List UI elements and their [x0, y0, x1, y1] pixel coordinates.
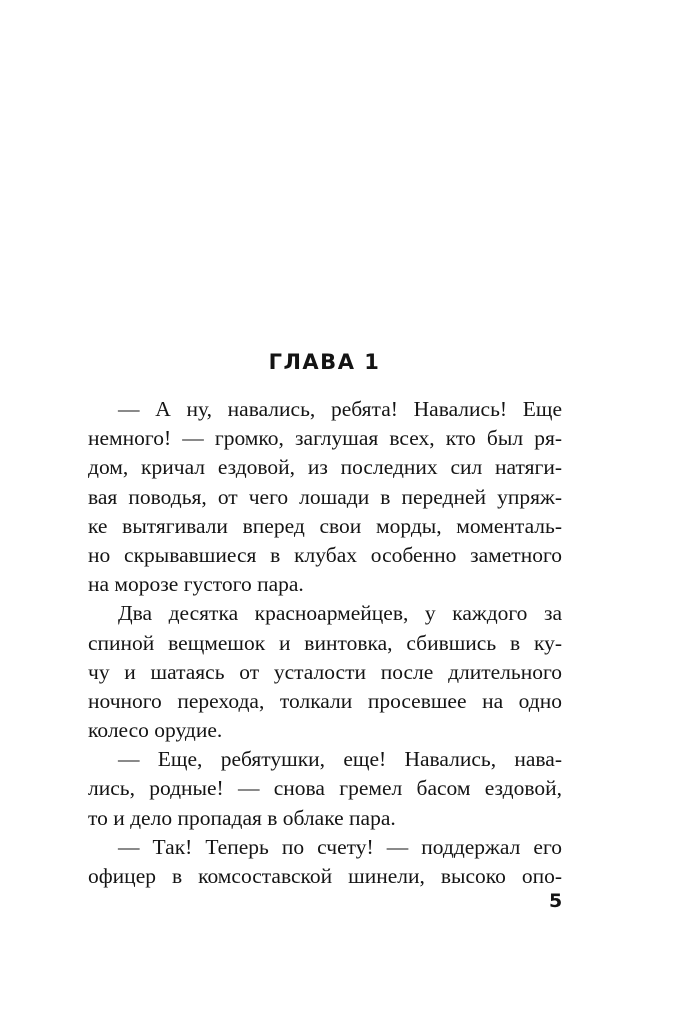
text-line: — Еще, ребятушки, еще! Навались, нава-: [118, 747, 562, 772]
text-line: на морозе густого пара.: [88, 572, 304, 597]
text-line: — А ну, навались, ребята! Навались! Еще: [118, 397, 562, 421]
text-line: — Так! Теперь по счету! — поддержал его: [118, 834, 562, 859]
text-line: офицер в комсоставской шинели, высоко опо-: [88, 864, 562, 888]
text-line: но скрывавшиеся в клубах особенно заметного: [88, 542, 562, 567]
text-line: Два десятка красноармейцев, у каждого за: [118, 601, 562, 626]
text-line: колесо орудие.: [88, 718, 223, 743]
text-line: ке вытягивали вперед свои морды, моменталь-: [88, 513, 562, 538]
text-line: ночного перехода, толкали просевшее на одно: [88, 688, 562, 713]
body-text: [88, 395, 562, 891]
text-line: лись, родные! — снова гремел басом ездовой,: [88, 776, 562, 801]
text-line: спиной вещмешок и винтовка, сбившись в ку-: [88, 630, 562, 655]
page-number: 5: [549, 890, 563, 912]
text-line: чу и шатаясь от усталости после длительного: [88, 659, 562, 684]
text-line: немного! — громко, заглушая всех, кто был ря-: [88, 426, 562, 451]
text-line: то и дело пропадая в облаке пара.: [88, 805, 396, 830]
chapter-title: ГЛАВА 1: [268, 350, 381, 374]
text-line: дом, кричал ездовой, из последних сил натяги-: [88, 455, 562, 480]
text-line: вая поводья, от чего лошади в передней упряж-: [88, 484, 562, 509]
